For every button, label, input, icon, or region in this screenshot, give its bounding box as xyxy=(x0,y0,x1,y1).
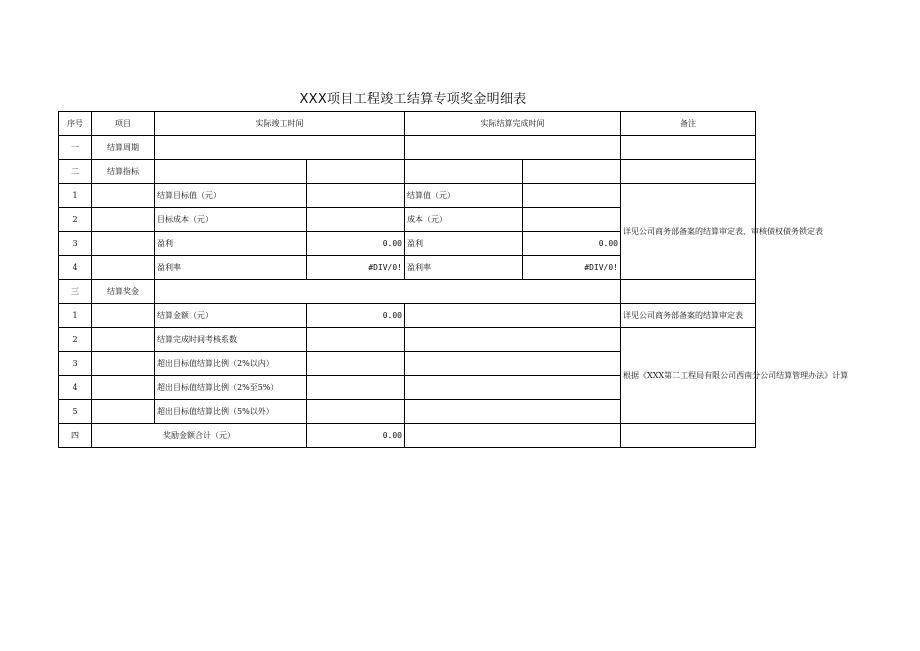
empty-cell[interactable] xyxy=(155,160,307,184)
target-value[interactable] xyxy=(307,184,405,208)
header-actual-completion-time: 实际竣工时间 xyxy=(155,112,405,136)
target-label: 目标成本（元） xyxy=(155,208,307,232)
empty-cell[interactable] xyxy=(405,304,621,328)
empty-cell[interactable] xyxy=(405,328,621,352)
row-seq: 3 xyxy=(59,352,92,376)
row-seq: 4 xyxy=(59,376,92,400)
actual-value[interactable]: #DIV/0! xyxy=(523,256,621,280)
remarks-cell[interactable] xyxy=(621,160,756,184)
row-seq: 2 xyxy=(59,208,92,232)
bonus-item-value[interactable] xyxy=(307,328,405,352)
section-label: 结算周期 xyxy=(92,136,155,160)
row-seq: 5 xyxy=(59,400,92,424)
header-seq: 序号 xyxy=(59,112,92,136)
bonus-item-label: 超出目标值结算比例（5%以外） xyxy=(155,400,307,424)
actual-label: 结算值（元） xyxy=(405,184,523,208)
empty-cell[interactable] xyxy=(405,400,621,424)
empty-cell[interactable] xyxy=(405,160,523,184)
target-label: 盈利率 xyxy=(155,256,307,280)
header-actual-settlement-time: 实际结算完成时间 xyxy=(405,112,621,136)
bonus-item-label: 结算金额（元） xyxy=(155,304,307,328)
table-header-row xyxy=(59,112,756,136)
bonus-item-label: 结算完成时间考核系数 xyxy=(155,328,307,352)
target-label: 盈利 xyxy=(155,232,307,256)
empty-cell[interactable] xyxy=(405,424,621,448)
bonus-calculation-note: 根据《XXX第二工程局有限公司西南分公司结算管理办法》计算 xyxy=(621,328,756,424)
row-item-cell[interactable] xyxy=(92,304,155,328)
remarks-cell[interactable] xyxy=(621,280,756,304)
empty-cell[interactable] xyxy=(405,376,621,400)
section-row-settlement-period xyxy=(59,136,756,160)
completion-time-cell[interactable] xyxy=(155,136,405,160)
actual-value[interactable] xyxy=(523,184,621,208)
row-item-cell[interactable] xyxy=(92,184,155,208)
bonus-item-label: 超出目标值结算比例（2%至5%） xyxy=(155,376,307,400)
bonus-item-value[interactable] xyxy=(307,400,405,424)
bonus-item-value[interactable] xyxy=(307,376,405,400)
bonus-detail-table xyxy=(58,111,849,448)
row-item-cell[interactable] xyxy=(92,232,155,256)
section-seq: 四 xyxy=(59,424,92,448)
settlement-time-cell[interactable] xyxy=(405,136,621,160)
bonus-item-value[interactable] xyxy=(307,352,405,376)
remarks-cell[interactable] xyxy=(621,424,756,448)
bonus-remarks-note: 详见公司商务部备案的结算审定表 xyxy=(621,304,756,328)
target-value[interactable]: 0.00 xyxy=(307,232,405,256)
empty-cell[interactable] xyxy=(155,280,621,304)
bonus-item-value[interactable]: 0.00 xyxy=(307,304,405,328)
section-seq: 二 xyxy=(59,160,92,184)
row-seq: 3 xyxy=(59,232,92,256)
bonus-item-label: 超出目标值结算比例（2%以内） xyxy=(155,352,307,376)
table-row xyxy=(59,304,756,328)
row-seq: 1 xyxy=(59,184,92,208)
row-seq: 1 xyxy=(59,304,92,328)
header-item: 项目 xyxy=(92,112,155,136)
total-bonus-value[interactable]: 0.00 xyxy=(307,424,405,448)
row-item-cell[interactable] xyxy=(92,400,155,424)
header-remarks: 备注 xyxy=(621,112,756,136)
page-title: XXX项目工程竣工结算专项奖金明细表 xyxy=(299,92,527,107)
actual-value[interactable] xyxy=(523,208,621,232)
section-seq: 一 xyxy=(59,136,92,160)
row-item-cell[interactable] xyxy=(92,328,155,352)
actual-label: 盈利 xyxy=(405,232,523,256)
row-seq: 4 xyxy=(59,256,92,280)
section-label: 结算奖金 xyxy=(92,280,155,304)
empty-cell[interactable] xyxy=(405,352,621,376)
table-row xyxy=(59,184,756,208)
empty-cell[interactable] xyxy=(307,160,405,184)
section-seq: 三 xyxy=(59,280,92,304)
table-row xyxy=(59,328,756,352)
remarks-cell[interactable] xyxy=(621,136,756,160)
row-item-cell[interactable] xyxy=(92,256,155,280)
section-label: 结算指标 xyxy=(92,160,155,184)
target-value[interactable]: #DIV/0! xyxy=(307,256,405,280)
row-item-cell[interactable] xyxy=(92,376,155,400)
target-value[interactable] xyxy=(307,208,405,232)
indicator-remarks-note: 详见公司商务部备案的结算审定表、审核债权债务锁定表 xyxy=(621,184,756,280)
target-label: 结算目标值（元） xyxy=(155,184,307,208)
row-item-cell[interactable] xyxy=(92,208,155,232)
section-row-total-bonus xyxy=(59,424,756,448)
row-seq: 2 xyxy=(59,328,92,352)
empty-cell[interactable] xyxy=(523,160,621,184)
actual-value[interactable]: 0.00 xyxy=(523,232,621,256)
actual-label: 盈利率 xyxy=(405,256,523,280)
section-row-settlement-bonus xyxy=(59,280,756,304)
section-row-settlement-indicators xyxy=(59,160,756,184)
row-item-cell[interactable] xyxy=(92,352,155,376)
actual-label: 成本（元） xyxy=(405,208,523,232)
total-bonus-label: 奖励金额合计（元） xyxy=(92,424,307,448)
